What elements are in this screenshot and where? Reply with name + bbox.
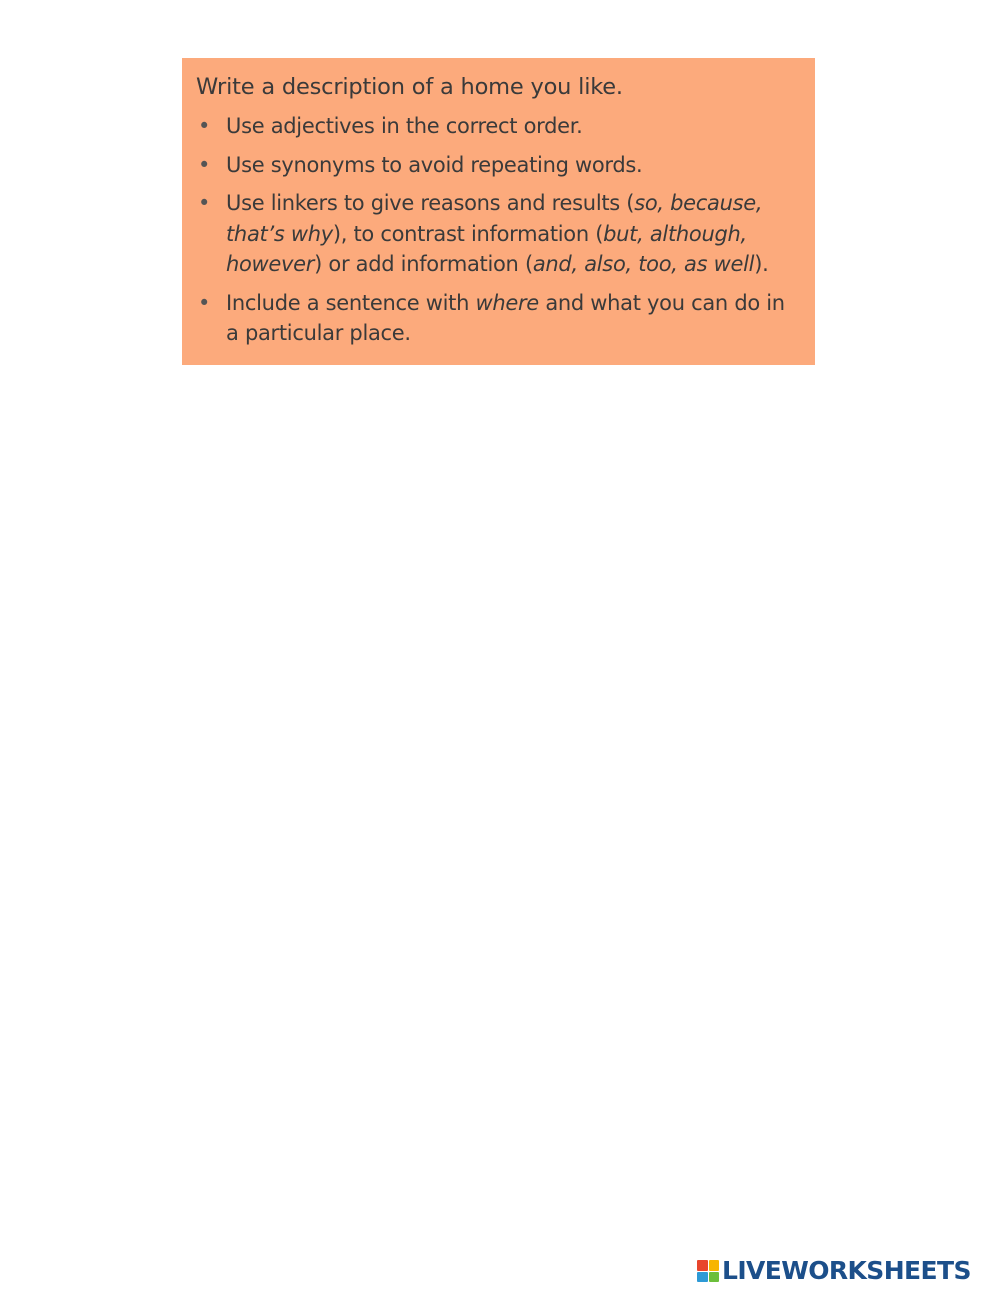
bullet-text: and what you can do in a particular place.	[226, 290, 785, 345]
bullet-text: Include a sentence with	[226, 290, 476, 315]
task-bullet-item	[196, 111, 797, 142]
bullet-dot-icon: •	[198, 152, 211, 177]
bullet-text: ), to contrast information (	[332, 221, 604, 246]
bullet-dot-icon: •	[198, 191, 211, 215]
bullet-dot-icon: •	[198, 114, 211, 138]
italic-example-words: but, although, however	[226, 221, 747, 276]
italic-example-words: and, also, too, as well	[532, 252, 755, 276]
bullet-text: ).	[754, 252, 769, 276]
task-title: Write a description of a home you like.	[196, 74, 623, 100]
task-bullet-list	[196, 111, 797, 349]
bullet-text: Use adjectives in the correct order.	[226, 114, 583, 138]
italic-example-words: so, because, that’s why	[226, 191, 763, 246]
task-bullet-item	[196, 188, 797, 280]
writing-task-box	[182, 58, 815, 365]
logo-text: LIVEWORKSHEETS	[722, 1256, 971, 1285]
bullet-text: Use synonyms to avoid repeating words.	[226, 152, 643, 177]
liveworksheets-logo-icon	[697, 1260, 719, 1282]
bullet-dot-icon: •	[198, 290, 211, 315]
italic-example-words: where	[475, 290, 539, 315]
task-bullet-item	[196, 150, 797, 181]
bullet-text: Use linkers to give reasons and results (	[226, 191, 635, 215]
bullet-text: ) or add information (	[314, 252, 533, 276]
liveworksheets-logo	[697, 1257, 971, 1285]
task-bullet-item	[196, 288, 797, 349]
